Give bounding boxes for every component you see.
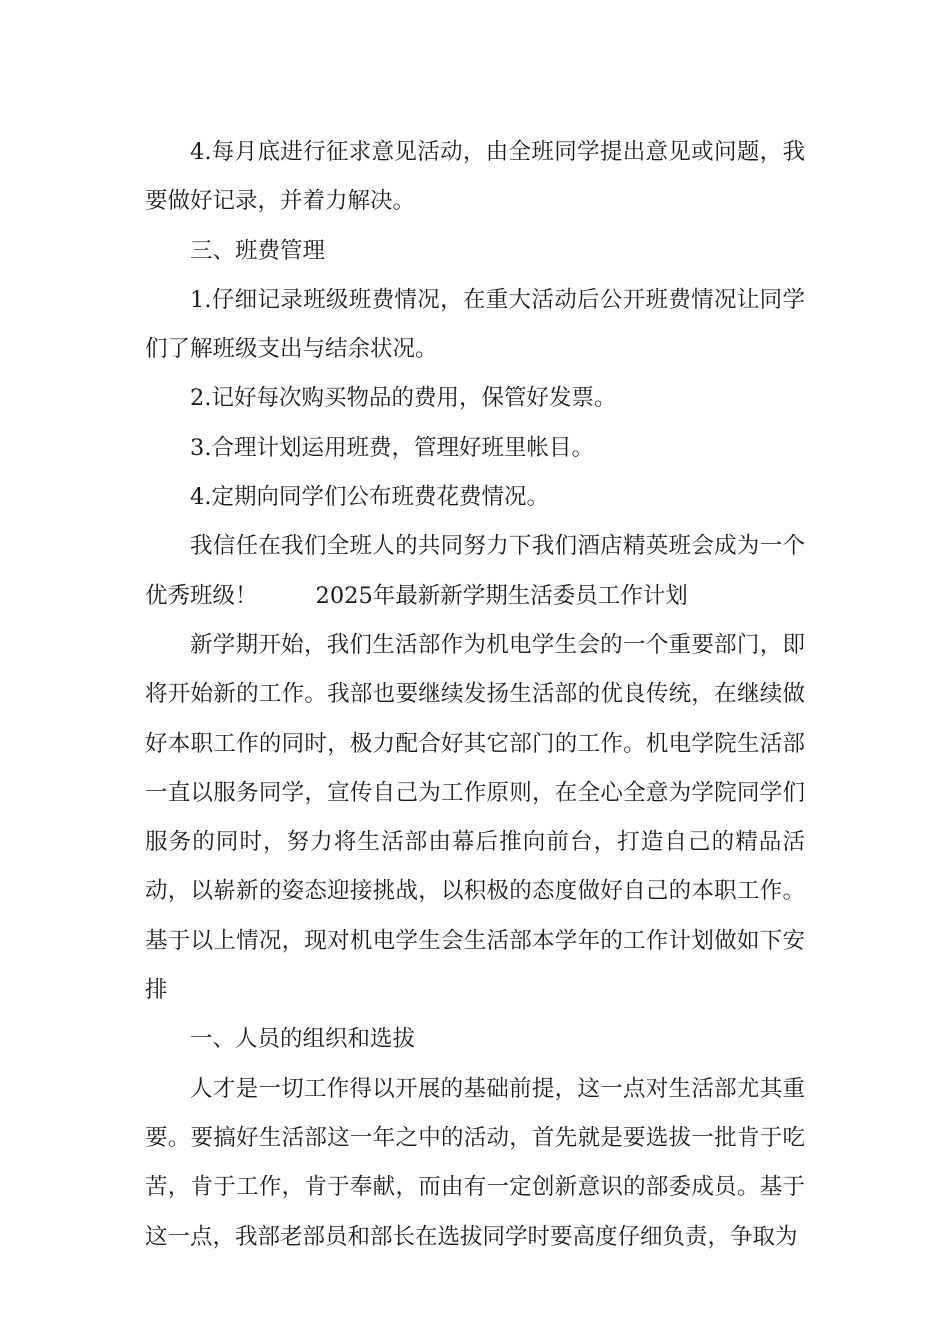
- paragraph-talent: 人才是一切工作得以开展的基础前提，这一点对生活部尤其重要。要搞好生活部这一年之中的活动，首先就是要选拔一批肯于吃苦，肯于工作，肯于奉献，而由有一定创新意识的部委成员。基于这一点，我部老部员和部长在选拔同学时要高度仔细负责，争取为: [145, 1075, 805, 1250]
- paragraph-intro: 新学期开始，我们生活部作为机电学生会的一个重要部门，即将开始新的工作。我部也要继续发扬生活部的优良传统，在继续做好本职工作的同时，极力配合好其它部门的工作。机电学院生活部一直以服务同学，宣传自己为工作原则，在全心全意为学院同学们服务的同时，努力将生活部由幕后推向前台，打造自己的精品活动，以崭新的姿态迎接挑战，以积极的态度做好自己的本职工作。基于以上情况，现对机电学生会生活部本学年的工作计划做如下安排: [145, 631, 805, 1004]
- paragraph-fee-publish: 4.定期向同学们公布班费花费情况。: [190, 484, 549, 511]
- paragraph-fee-receipts: 2.记好每次购买物品的费用，保管好发票。: [190, 385, 617, 412]
- document-body: [145, 128, 805, 1262]
- paragraph-fee-record: 1.仔细记录班级班费情况，在重大活动后公开班费情况让同学们了解班级支出与结余状况。: [145, 286, 805, 363]
- paragraph-closing-with-title: [145, 522, 805, 621]
- document-title: 2025年最新新学期生活委员工作计划: [315, 582, 688, 609]
- section-heading-class-fee: 三、班费管理: [190, 237, 326, 264]
- paragraph-fee-planning: 3.合理计划运用班费，管理好班里帐目。: [190, 434, 594, 461]
- closing-text: 我信任在我们全班人的共同努力下我们酒店精英班会成为一个优秀班级！: [145, 533, 805, 609]
- section-heading-personnel: 一、人员的组织和选拔: [190, 1026, 416, 1053]
- paragraph-monthly-feedback: 4.每月底进行征求意见活动，由全班同学提出意见或问题，我要做好记录，并着力解决。: [145, 139, 805, 215]
